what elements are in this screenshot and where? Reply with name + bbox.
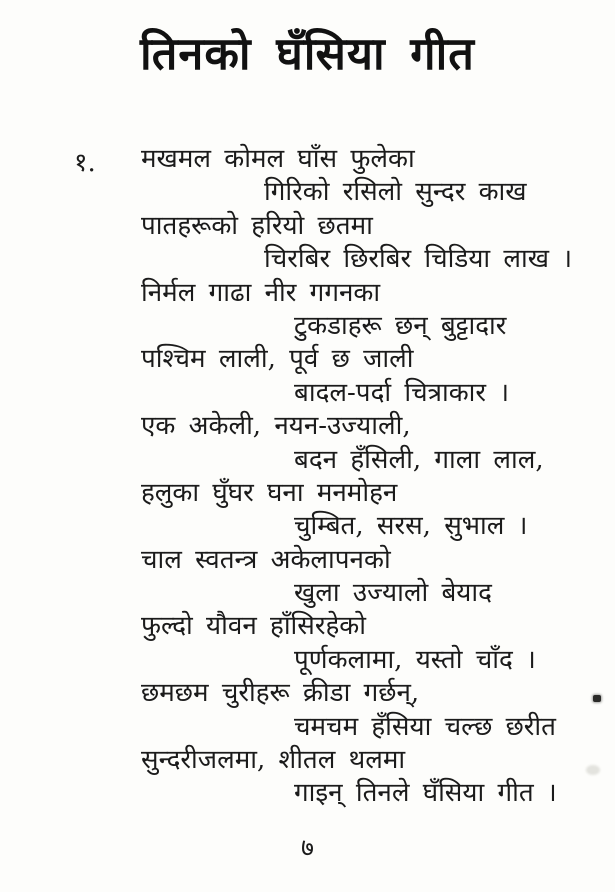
poem-line: फुल्दो यौवन हाँसिरहेको [141,611,367,642]
poem-line: छमछम चुरीहरू क्रीडा गर्छन्, [141,678,420,709]
poem-line: पश्चिम लाली, पूर्व छ जाली [141,344,414,375]
poem-line: चुम्बित, सरस, सुभाल । [294,511,528,542]
stanza-number: १. [74,148,96,178]
poem-line: चाल स्वतन्त्र अकेलापनको [141,544,391,575]
page-number: ७ [300,833,314,862]
poem-line: निर्मल गाढा नीर गगनका [141,277,381,308]
poem-line: खुला उज्यालो बेयाद [294,578,492,609]
poem-line: गिरिको रसिलो सुन्दर काख [264,177,527,208]
scan-artifact-smudge [586,765,600,775]
poem-line: एक अकेली, नयन-उज्याली, [141,411,411,442]
poem-line: मखमल कोमल घाँस फुलेका [141,144,415,174]
poem-line: पातहरूको हरियो छतमा [141,210,373,241]
poem-line: चमचम हँसिया चल्छ छरीत [294,711,556,742]
scan-artifact-blot [593,695,601,702]
poem-line: हलुका घुँघर घना मनमोहन [141,477,398,508]
poem-line: बादल-पर्दा चित्राकार । [294,377,510,408]
poem-line: गाइन् तिनले घँसिया गीत । [294,778,557,809]
page-title: तिनको घँसिया गीत [140,27,475,80]
poem-line: पूर्णकलामा, यस्तो चाँद । [294,644,536,675]
poem-line: टुकडाहरू छन् बुट्टादार [294,310,507,341]
poem-line: सुन्दरीजलमा, शीतल थलमा [141,745,406,776]
poem-body [0,143,615,811]
poem-line: बदन हँसिली, गाला लाल, [294,444,544,475]
poem-line: चिरबिर छिरबिर चिडिया लाख । [264,244,573,275]
